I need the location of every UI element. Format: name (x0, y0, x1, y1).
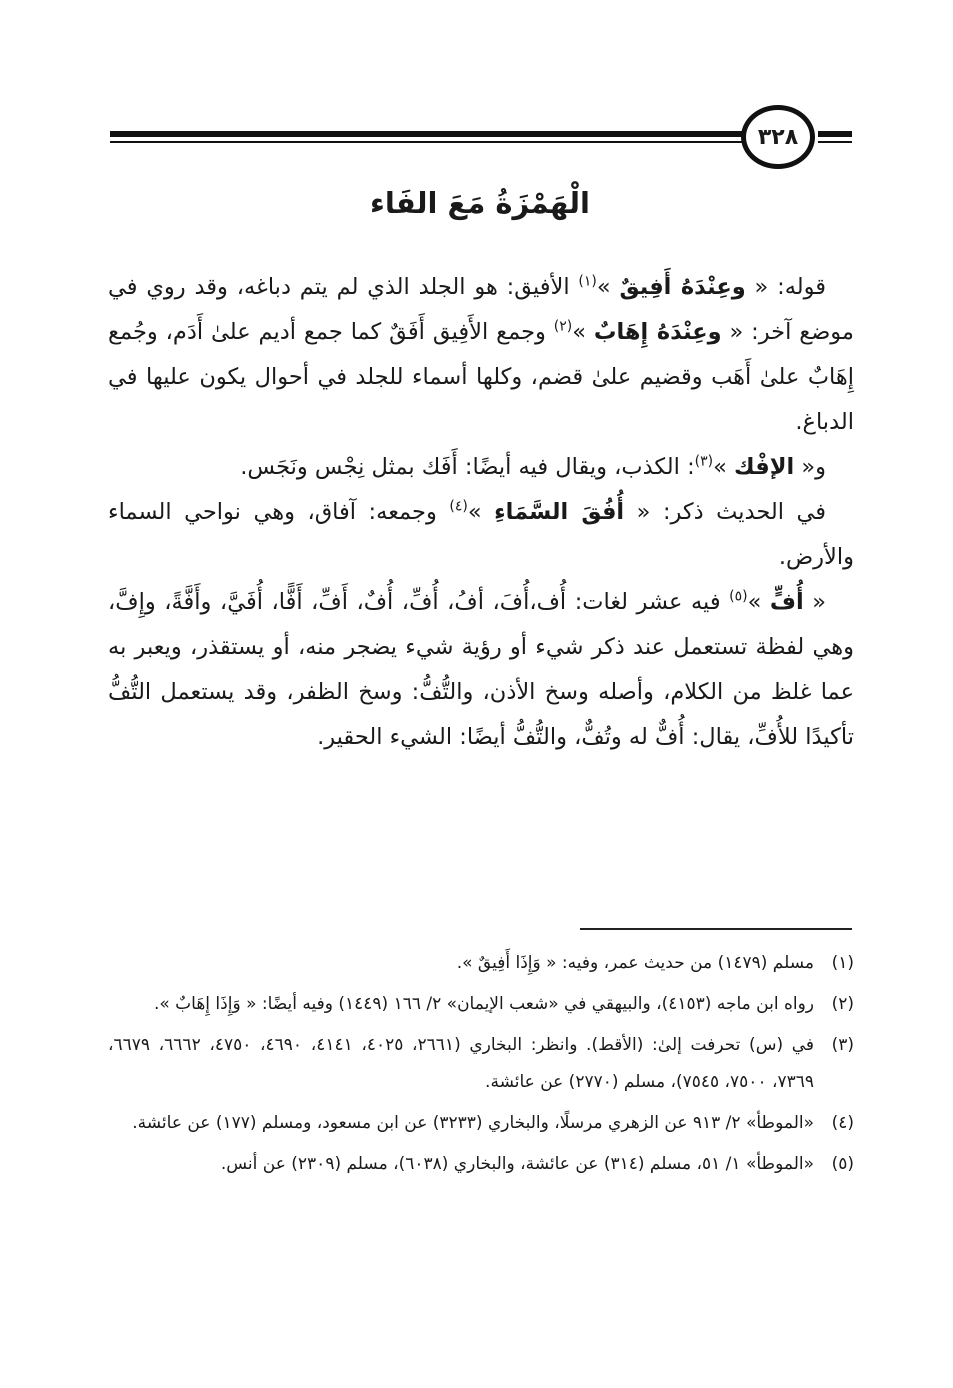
footnote-number: (٢) (831, 994, 854, 1014)
p2-quote: الإفْك (734, 454, 795, 480)
footnote-4 (108, 1105, 854, 1142)
footnote-text: «الموطأ» ١/ ٥١، مسلم (٣١٤) عن عائشة، والبخاري (٦٠٣٨)، مسلم (٢٣٠٩) عن أنس. (220, 1154, 814, 1174)
footnote-text: مسلم (١٤٧٩) من حديث عمر، وفيه: « وَإِذَا أَفِيقٌ ». (456, 953, 814, 973)
footnote-text: في (س) تحرفت إلىٰ: (الأقط). وانظر: البخاري (٢٦٦١، ٤٠٢٥، ٤١٤١، ٤٦٩٠، ٤٧٥٠، ٦٦٦٢، ٦٦٧٩، ٧٣٦٩، ٧٥٠٠، ٧٥٤٥)، مسلم (٢٧٧٠) عن عائشة. (108, 1035, 815, 1092)
footnote-3 (108, 1027, 854, 1101)
footnote-divider (580, 928, 852, 930)
header-rule-right-thin (818, 141, 852, 143)
p2-rest: : الكذب، ويقال فيه أيضًا: أَفَك بمثل نِجْس ونَجَس. (240, 454, 695, 480)
p1-close: » (596, 274, 620, 300)
footnote-1 (108, 945, 854, 982)
p1-rest1: الأفيق: هو الجلد الذي لم يتم دباغه، وقد روي في موضع آخر: « (108, 274, 854, 345)
p2-close: » (713, 454, 735, 480)
paragraph-4 (108, 580, 854, 760)
p3-close: » (467, 499, 495, 525)
footnote-5 (108, 1146, 854, 1183)
paragraph-1 (108, 265, 854, 445)
page-number-text: ٣٢٨ (757, 124, 799, 150)
p4-rest: فيه عشر لغات: أُف،أُفَ، أفُ، أُفِّ، أُفٌ، أَفِّ، أَفًّا، أُفَيَّ، وأَفَّةً، وإِفَّ، وهي لفظة تستعمل عند ذكر شيء أو رؤية شيء يضجر منه، أو يستقذر، ويعبر به عما غلظ من الكلام، وأصله وسخ الأذن، والتُّفُّ: وسخ الظفر، وقد يستعمل التُّفُّ تأكيدًا للأُفِّ، يقال: أُفٌّ له وتُفٌّ، والتُّفُّ أيضًا: الشيء الحقير. (108, 589, 854, 750)
header-rule-thick (110, 131, 746, 137)
footnote-number: (٤) (831, 1113, 854, 1133)
footnote-2 (108, 986, 854, 1023)
footnote-text: رواه ابن ماجه (٤١٥٣)، والبيهقي في «شعب الإيمان» ٢/ ١٦٦ (١٤٤٩) وفيه أيضًا: « وَإِذَا إِهَابٌ ». (153, 994, 814, 1014)
header-rule-thin (110, 141, 746, 143)
footnote-ref-5[interactable]: (٥) (729, 588, 748, 605)
page-number (741, 105, 815, 169)
p1-rest2: وجمع الأَفِيق أَفَقٌ كما جمع أديم علىٰ أَدَم، وجُمع إِهَابٌ علىٰ أَهَب وقضيم علىٰ قضم، وكلها أسماء للجلد في أحوال يكون عليها في الدباغ. (108, 319, 854, 435)
p3-rest: وجمعه: آفاق، وهي نواحي السماء والأرض. (108, 499, 854, 570)
footnote-ref-3[interactable]: (٣) (694, 453, 714, 470)
p4-quote: أُفٍّ (769, 589, 804, 615)
footnote-ref-4[interactable]: (٤) (449, 498, 468, 515)
footnote-ref-1[interactable]: (١) (578, 273, 597, 290)
p3-quote: أُفُقَ السَّمَاءِ (494, 499, 625, 525)
footnote-number: (٣) (831, 1035, 854, 1055)
footnotes (108, 945, 854, 1187)
footnote-number: (٥) (831, 1154, 854, 1174)
p1-quote2: وعِنْدَهُ إِهَابٌ (593, 319, 722, 345)
footnote-text: «الموطأ» ٢/ ٩١٣ عن الزهري مرسلًا، والبخاري (٣٢٣٣) عن ابن مسعود، ومسلم (١٧٧) عن عائشة. (132, 1113, 814, 1133)
p4-prefix: « (803, 589, 826, 615)
p3-prefix: في الحديث ذكر: « (624, 499, 827, 525)
footnote-number: (١) (831, 953, 854, 973)
paragraph-2 (108, 445, 854, 490)
header-rule-right-thick (818, 131, 852, 137)
footnote-ref-2[interactable]: (٢) (553, 318, 573, 335)
p1-close2: » (572, 319, 594, 345)
chapter-title: الْهَمْزَةُ مَعَ الفَاء (370, 186, 590, 220)
paragraph-3 (108, 490, 854, 580)
main-text (108, 265, 854, 760)
p2-prefix: و« (794, 454, 826, 480)
p1-quote: وعِنْدَهُ أَفِيقٌ (619, 274, 746, 300)
p1-prefix: قوله: « (745, 274, 826, 300)
p4-close: » (747, 589, 770, 615)
